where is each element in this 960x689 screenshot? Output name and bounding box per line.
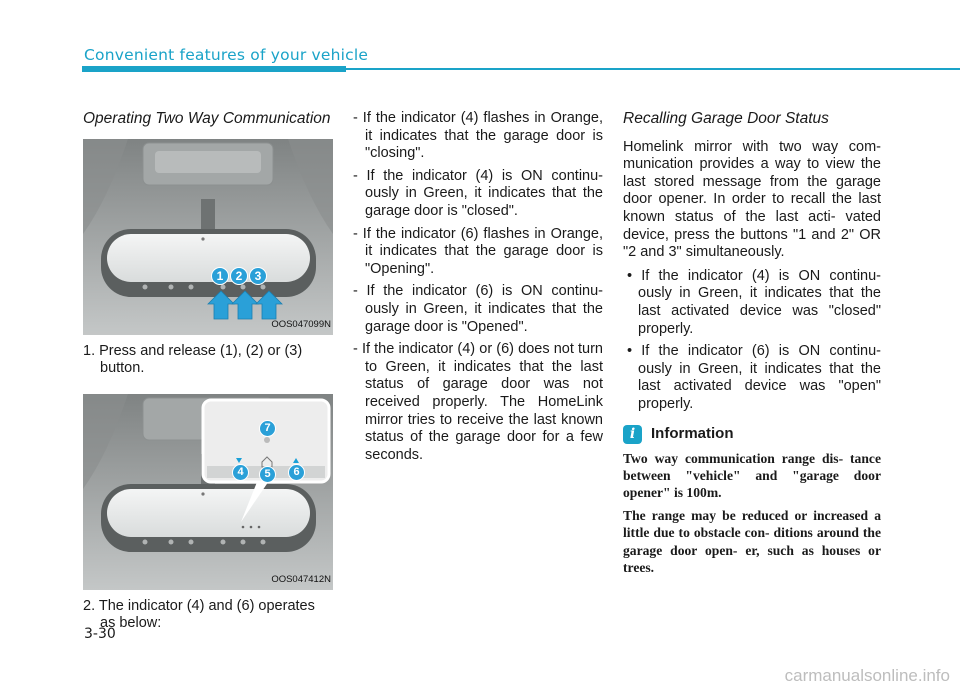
indicator-rule-2: - If the indicator (4) is ON continu- ously in Green, it indicates that the garage door is "closed". bbox=[353, 167, 603, 219]
column-right bbox=[623, 110, 881, 582]
figure-code-1: OOS047099N bbox=[271, 319, 331, 330]
info-paragraph-1: Two way communication range dis- tance between "vehicle" and "garage door opener" is 100m. bbox=[623, 450, 881, 500]
header-title: Convenient features of your vehicle bbox=[84, 46, 369, 64]
information-header bbox=[623, 425, 881, 444]
arrow-icons bbox=[208, 291, 282, 319]
column-left bbox=[83, 110, 333, 633]
figure-mirror-indicators bbox=[83, 394, 333, 590]
callout-3: 3 bbox=[249, 267, 267, 285]
page-number: 3-30 bbox=[84, 626, 116, 642]
section-title-two-way: Operating Two Way Communication bbox=[83, 110, 331, 127]
mirror-illustration bbox=[83, 139, 333, 335]
step-1: 1. Press and release (1), (2) or (3) button. bbox=[83, 342, 303, 377]
callout-1: 1 bbox=[211, 267, 229, 285]
callout-7: 7 bbox=[259, 420, 276, 437]
indicator-rule-1: - If the indicator (4) flashes in Orange, it indicates that the garage door is "closing". bbox=[353, 110, 603, 162]
indicator-rule-4: - If the indicator (6) is ON continu- ously in Green, it indicates that the garage door is "Opened". bbox=[353, 283, 603, 335]
callout-6: 6 bbox=[288, 464, 305, 481]
column-middle bbox=[353, 110, 603, 469]
mirror-indicator-illustration bbox=[83, 394, 333, 590]
indicator-rule-3: - If the indicator (6) flashes in Orange, it indicates that the garage door is "Opening". bbox=[353, 225, 603, 277]
callout-4: 4 bbox=[232, 464, 249, 481]
recall-bullet-1: • If the indicator (4) is ON continu- ously in Green, it indicates that the last activated device was "closed" properly. bbox=[627, 267, 881, 337]
section-title-recall: Recalling Garage Door Status bbox=[623, 110, 829, 127]
info-paragraph-2: The range may be reduced or increased a little due to obstacle con- ditions around the garage door open- er, such as houses or trees. bbox=[623, 508, 881, 575]
header-rule bbox=[346, 68, 960, 70]
info-icon: i bbox=[623, 425, 642, 444]
watermark: carmanualsonline.info bbox=[784, 666, 950, 685]
figure-code-2: OOS047412N bbox=[271, 574, 331, 586]
figure-mirror-buttons bbox=[83, 139, 333, 335]
step-2: 2. The indicator (4) and (6) operates as below: bbox=[83, 597, 315, 632]
information-title: Information bbox=[651, 425, 734, 443]
callout-2: 2 bbox=[230, 267, 248, 285]
recall-bullet-2: • If the indicator (6) is ON continu- ously in Green, it indicates that the last activated device was "open" properly. bbox=[627, 343, 881, 412]
recall-paragraph: Homelink mirror with two way com- munication provides a way to view the last stored message from the garage door opener. In order to recall the last known status of the last acti- vated device, press the buttons "1 and 2" OR "2 and 3" simultaneously. bbox=[623, 138, 881, 261]
header-bar bbox=[82, 66, 346, 72]
callout-5: 5 bbox=[259, 466, 276, 483]
indicator-rule-5: - If the indicator (4) or (6) does not turn to Green, it indicates that the last status of garage door was not received properly. The HomeLink mirror tries to receive the last known status of the garage door for a few seconds. bbox=[353, 341, 603, 463]
